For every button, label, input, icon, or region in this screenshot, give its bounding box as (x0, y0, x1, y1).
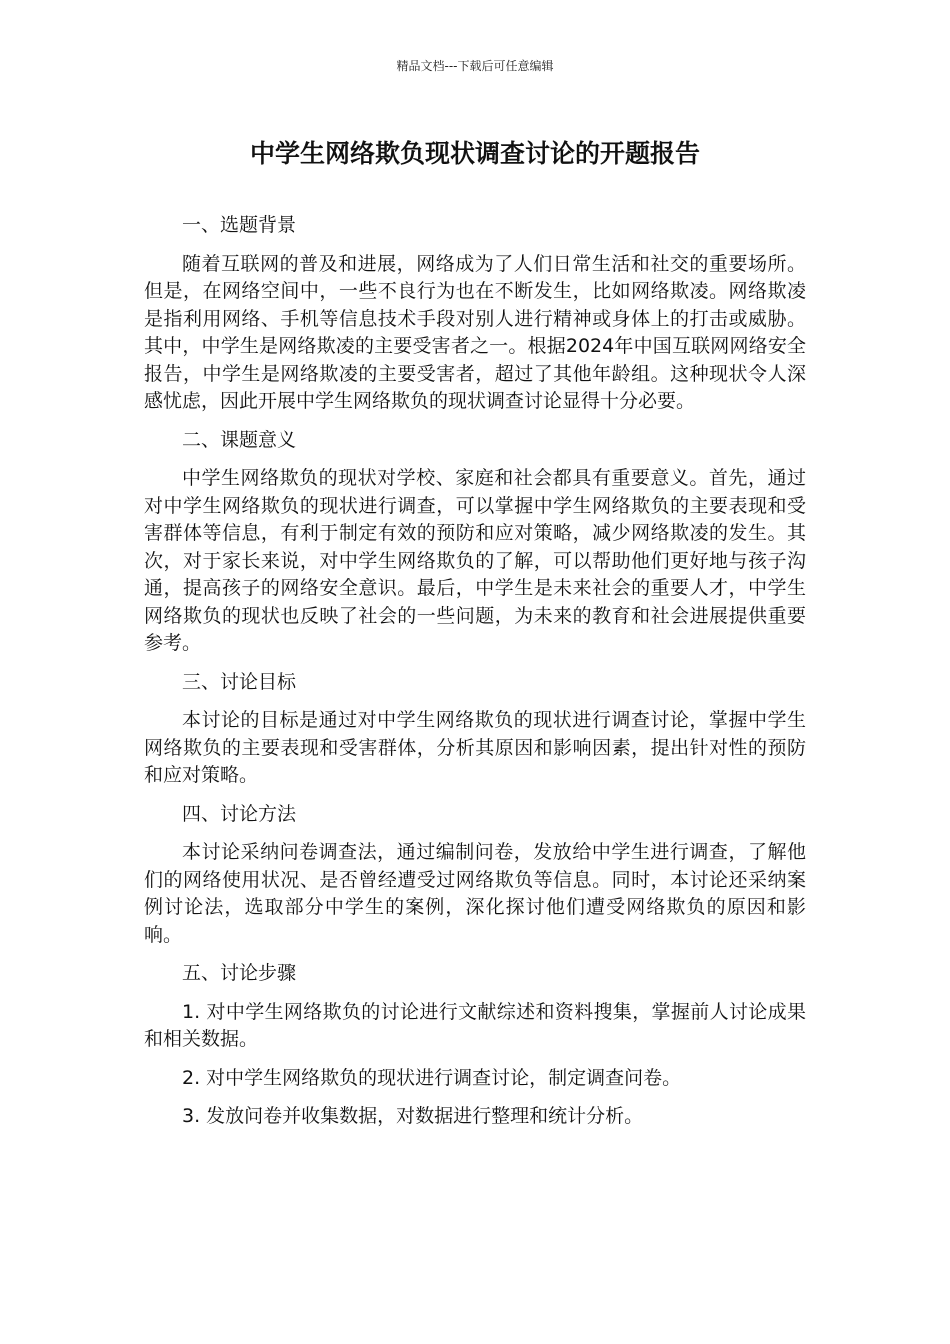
document-title: 中学生网络欺负现状调查讨论的开题报告 (249, 139, 700, 168)
section-heading: 二、课题意义 (182, 428, 297, 451)
section-significance (144, 427, 806, 658)
paragraph: 中学生网络欺负的现状对学校、家庭和社会都具有重要意义。首先，通过对中学生网络欺负的现状进行调查，可以掌握中学生网络欺负的主要表现和受害群体等信息，有利于制定有效的预防和应对策略，减少网络欺凌的发生。其次，对于家长来说，对中学生网络欺负的了解，可以帮助他们更好地与孩子沟通，提高孩子的网络安全意识。最后，中学生是未来社会的重要人才，中学生网络欺负的现状也反映了社会的一些问题，为未来的教育和社会进展提供重要参考。 (144, 467, 806, 654)
paragraph: 本讨论的目标是通过对中学生网络欺负的现状进行调查讨论，掌握中学生网络欺负的主要表现和受害群体，分析其原因和影响因素，提出针对性的预防和应对策略。 (144, 709, 806, 786)
section-methods (144, 801, 806, 950)
section-heading: 四、讨论方法 (182, 802, 297, 825)
section-heading: 一、选题背景 (182, 214, 297, 236)
section-steps (144, 960, 806, 1131)
page-header-watermark: 精品文档---下载后可任意编辑 (396, 59, 554, 73)
step-item: 3. 发放问卷并收集数据，对数据进行整理和统计分析。 (182, 1105, 644, 1127)
section-background (144, 212, 806, 416)
step-item: 1. 对中学生网络欺负的讨论进行文献综述和资料搜集，掌握前人讨论成果和相关数据。 (144, 1000, 806, 1050)
section-heading: 五、讨论步骤 (182, 962, 297, 984)
document-body (144, 212, 806, 1142)
section-objectives (144, 669, 806, 790)
paragraph: 随着互联网的普及和进展，网络成为了人们日常生活和社交的重要场所。但是，在网络空间中，一些不良行为也在不断发生，比如网络欺凌。网络欺凌是指利用网络、手机等信息技术手段对别人进行精神或身体上的打击或威胁。其中，中学生是网络欺凌的主要受害者之一。根据2024年中国互联网网络安全报告，中学生是网络欺凌的主要受害者，超过了其他年龄组。这种现状令人深感忧虑，因此开展中学生网络欺负的现状调查讨论显得十分必要。 (144, 252, 806, 412)
section-heading: 三、讨论目标 (182, 670, 297, 693)
step-item: 2. 对中学生网络欺负的现状进行调查讨论，制定调查问卷。 (182, 1066, 682, 1089)
paragraph: 本讨论采纳问卷调查法，通过编制问卷，发放给中学生进行调查，了解他们的网络使用状况、是否曾经遭受过网络欺负等信息。同时，本讨论还采纳案例讨论法，选取部分中学生的案例，深化探讨他们遭受网络欺负的原因和影响。 (144, 841, 806, 946)
